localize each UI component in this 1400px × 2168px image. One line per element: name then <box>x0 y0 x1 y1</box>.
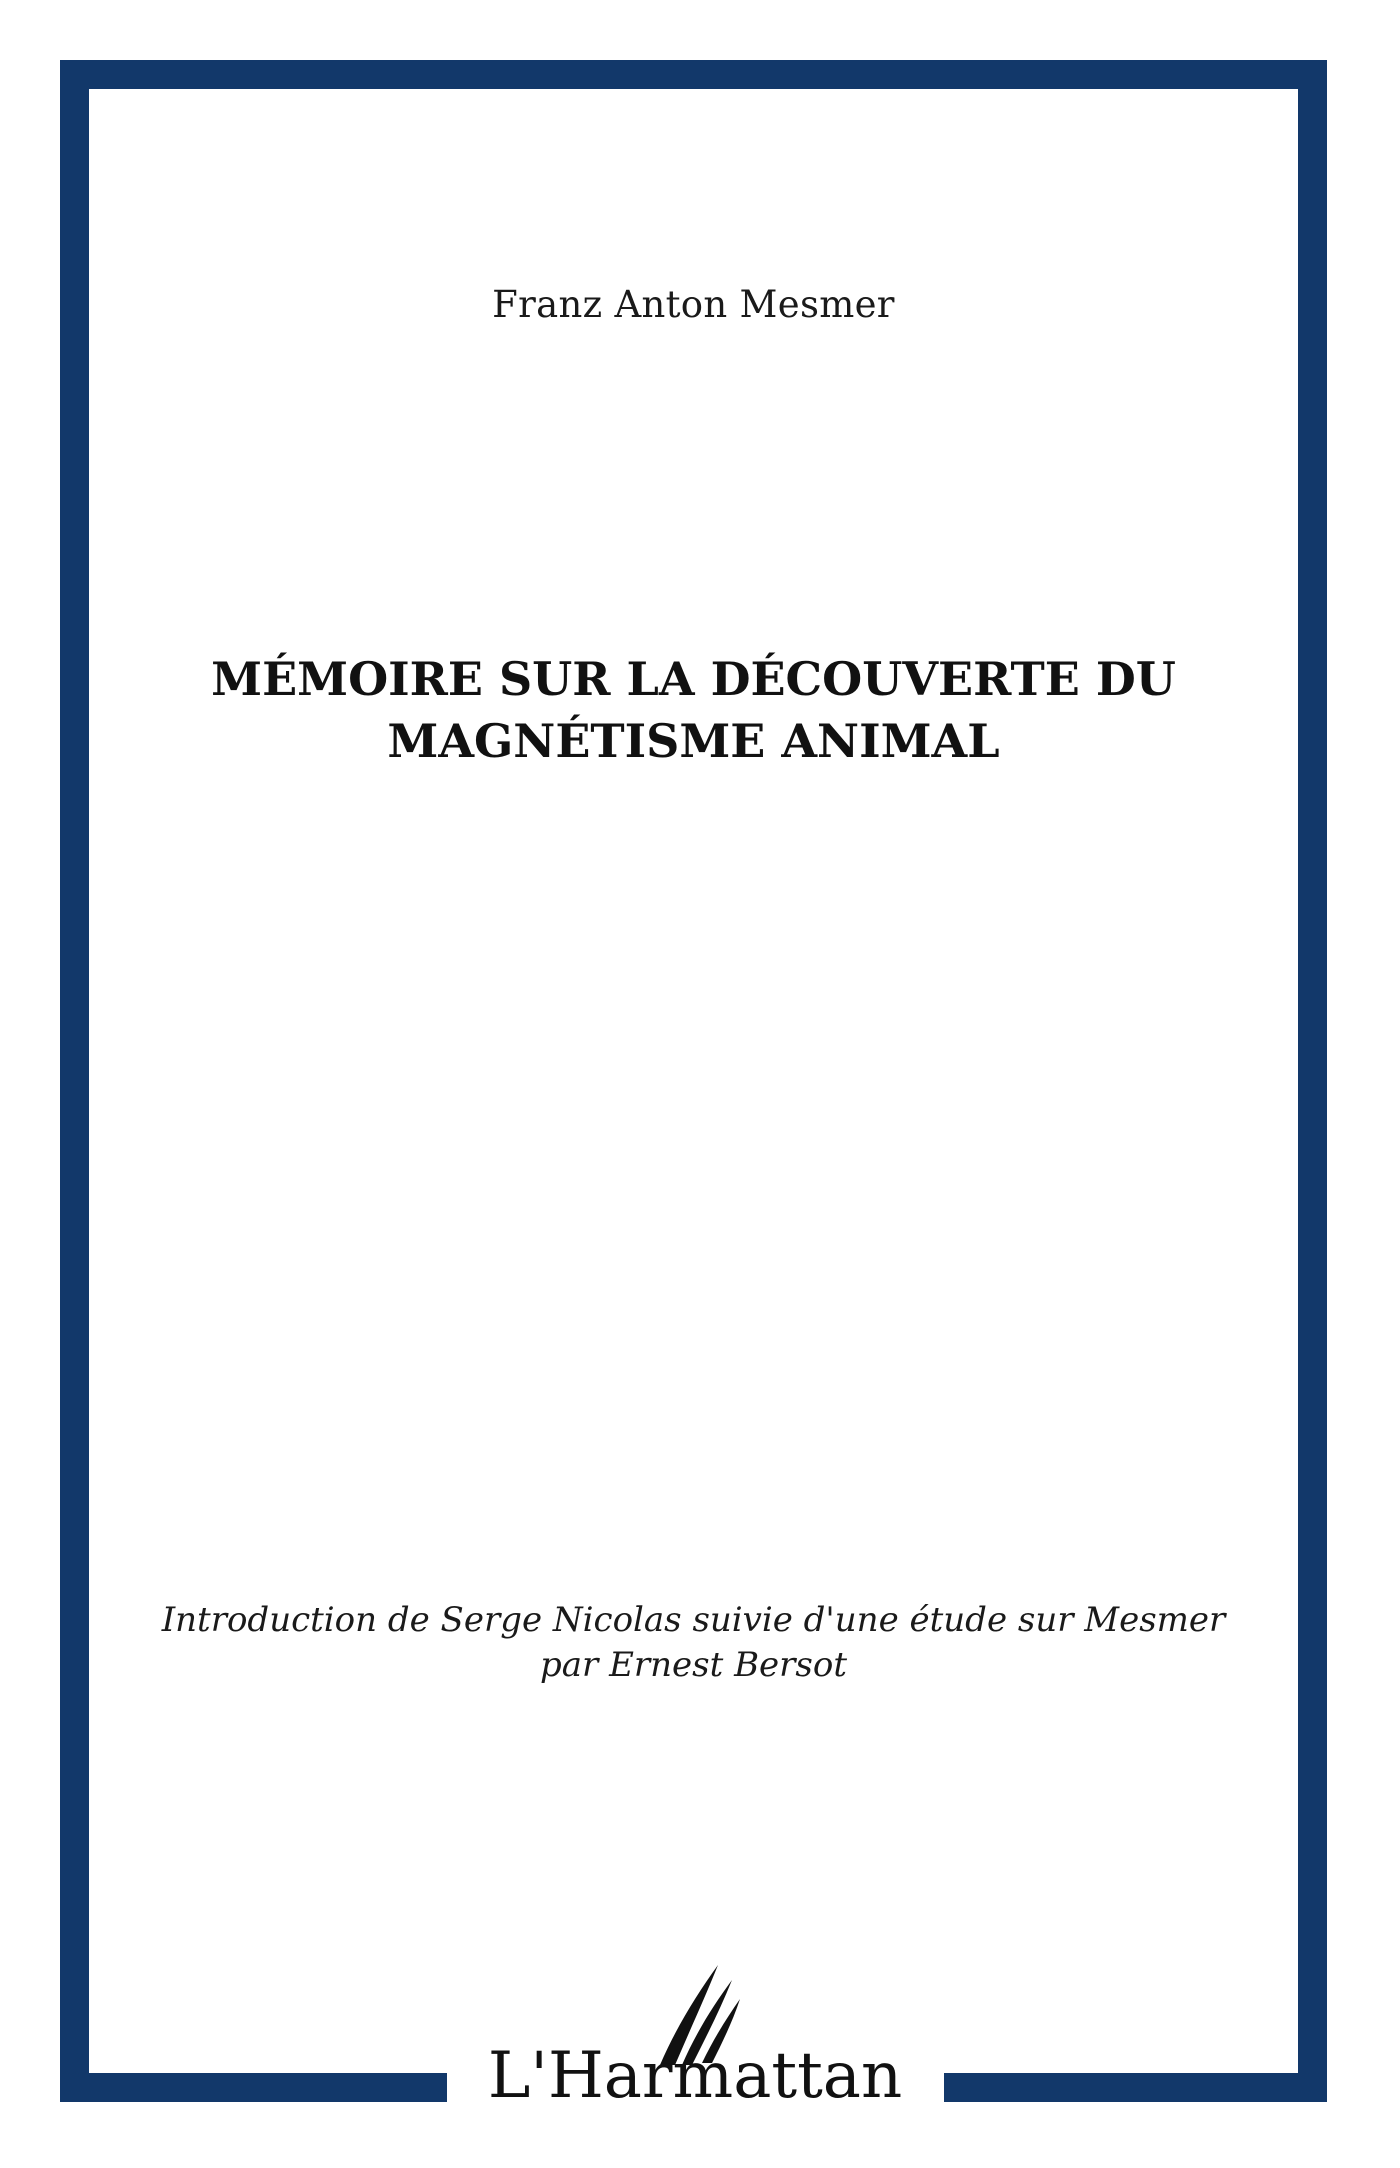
book-title <box>60 648 1327 772</box>
book-title-line-2: MAGNÉTISME ANIMAL <box>387 714 1000 768</box>
book-subtitle-line-1: Introduction de Serge Nicolas suivie d'une étude sur Mesmer <box>161 1600 1226 1640</box>
book-title-line-1: MÉMOIRE SUR LA DÉCOUVERTE DU <box>211 652 1176 706</box>
publisher-logo-text: L'Harmattan <box>487 2039 903 2113</box>
bottom-rule-right <box>944 2073 1327 2102</box>
book-subtitle-line-2: par Ernest Bersot <box>539 1645 848 1685</box>
author-name: Franz Anton Mesmer <box>492 283 895 326</box>
cover-frame <box>60 60 1327 2102</box>
book-subtitle <box>60 1598 1327 1688</box>
lharmattan-logo-icon <box>470 1935 930 2115</box>
bottom-rule-left <box>60 2073 447 2102</box>
